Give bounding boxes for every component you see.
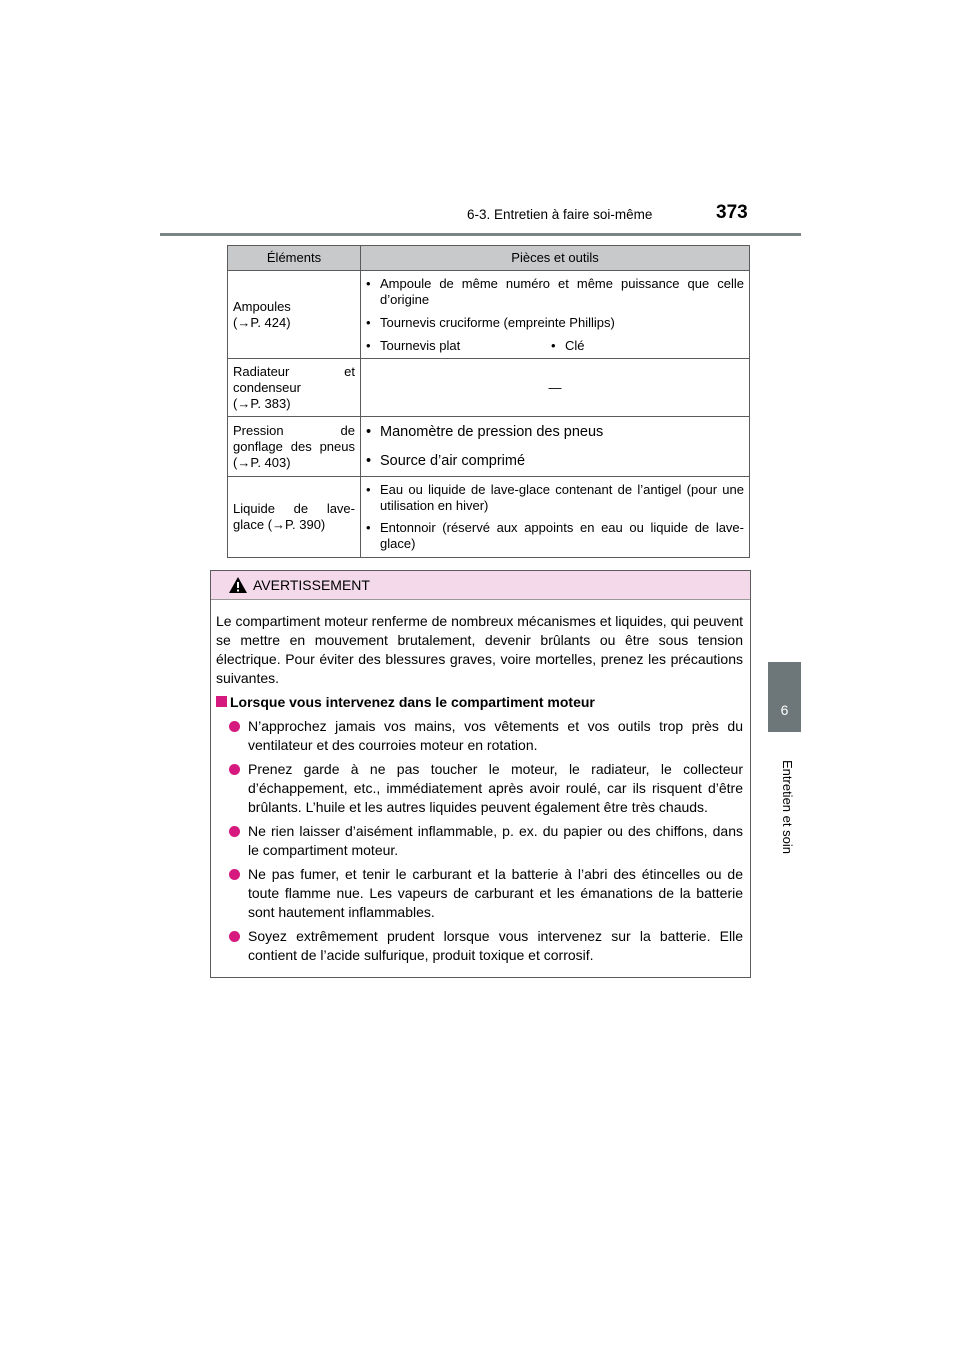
chapter-tab	[768, 662, 801, 732]
tool-item: • Clé	[551, 338, 585, 354]
tool-item: • Tournevis cruciforme (empreinte Phillips)	[366, 315, 744, 331]
page-reference: (→P. 383)	[233, 395, 291, 411]
parts-table	[227, 245, 750, 558]
element-name: Ampoules	[233, 298, 291, 314]
section-title: 6-3. Entretien à faire soi-même	[467, 207, 653, 222]
tool-item: • Eau ou liquide de lave-glace contenant de l’antigel (pour une utilisation en hiver)	[366, 482, 744, 514]
element-name: Radiateur et condenseur	[233, 363, 355, 395]
warning-item	[216, 927, 743, 965]
tool-item: • Source d’air comprimé	[366, 452, 744, 470]
table-row	[228, 477, 750, 558]
tool-item: • Entonnoir (réservé aux appoints en eau ou liquide de lave-glace)	[366, 520, 744, 552]
circle-bullet-icon	[229, 826, 240, 837]
tools-cell	[361, 477, 750, 558]
header-divider	[160, 233, 801, 236]
warning-box	[210, 570, 751, 978]
table-header-row	[228, 246, 750, 271]
warning-item	[216, 822, 743, 860]
warning-item-text: N’approchez jamais vos mains, vos vêtements et vos outils trop près du ventilateur et des courroies moteur en rotation.	[248, 718, 743, 753]
tool-item: • Tournevis plat	[366, 338, 460, 354]
page-reference: (→P. 424)	[233, 314, 291, 330]
warning-title: AVERTISSEMENT	[253, 577, 370, 593]
page-number: 373	[716, 202, 748, 223]
column-header-tools: Pièces et outils	[361, 246, 750, 271]
warning-body	[216, 612, 743, 965]
warning-item-text: Prenez garde à ne pas toucher le moteur, le radiateur, le collecteur d’échappement, etc., immédiatement après avoir roulé, car ils risquent d’être brûlants. L’huile et les autres liquides peuvent également être très chauds.	[248, 761, 743, 815]
tool-item: • Ampoule de même numéro et même puissance que celle d’origine	[366, 276, 744, 308]
warning-item	[216, 865, 743, 922]
chapter-side-label: Entretien et soin	[780, 760, 795, 854]
circle-bullet-icon	[229, 764, 240, 775]
tools-cell	[361, 359, 750, 417]
warning-header	[211, 571, 750, 600]
table-row	[228, 417, 750, 477]
warning-subheading-text: Lorsque vous intervenez dans le compartiment moteur	[230, 694, 595, 710]
chapter-tab-number: 6	[780, 702, 789, 718]
tool-item: • Manomètre de pression des pneus	[366, 423, 744, 441]
warning-triangle-icon	[228, 576, 248, 599]
warning-intro: Le compartiment moteur renferme de nombreux mécanismes et liquides, qui peuvent se mettre en mouvement brutalement, devenir brûlants ou être sous tension électrique. Pour éviter des blessures graves, voire mortelles, prenez les précautions suivantes.	[216, 613, 743, 686]
warning-item-text: Ne rien laisser d’aisément inflammable, p. ex. du papier ou des chiffons, dans le compartiment moteur.	[248, 823, 743, 858]
warning-item	[216, 760, 743, 817]
circle-bullet-icon	[229, 721, 240, 732]
warning-subheading	[216, 693, 743, 712]
circle-bullet-icon	[229, 869, 240, 880]
square-bullet-icon	[216, 696, 227, 707]
tool-item-pair	[366, 338, 744, 354]
table-row	[228, 271, 750, 359]
warning-item-text: Ne pas fumer, et tenir le carburant et la batterie à l’abri des étincelles ou de toute flamme nue. Les vapeurs de carburant et les émanations de la batterie sont hautement inflammables.	[248, 866, 743, 920]
tools-cell	[361, 271, 750, 359]
element-cell: Liquide de lave-glace (→P. 390)	[228, 477, 361, 558]
element-cell	[228, 359, 361, 417]
table-row	[228, 359, 750, 417]
warning-item-text: Soyez extrêmement prudent lorsque vous intervenez sur la batterie. Elle contient de l’acide sulfurique, produit toxique et corrosif.	[248, 928, 743, 963]
column-header-elements: Éléments	[228, 246, 361, 271]
circle-bullet-icon	[229, 931, 240, 942]
tools-cell	[361, 417, 750, 477]
element-cell	[228, 271, 361, 359]
no-tools-dash: —	[548, 379, 562, 395]
element-cell: Pression de gonflage des pneus (→P. 403)	[228, 417, 361, 477]
warning-item	[216, 717, 743, 755]
